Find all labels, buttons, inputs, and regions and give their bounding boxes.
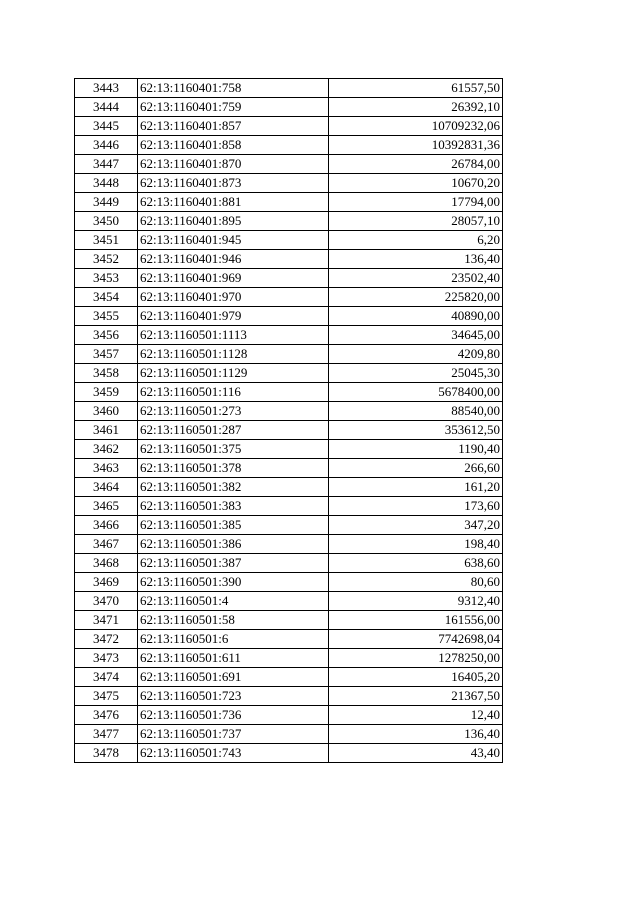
row-number-cell: 3477 — [75, 725, 138, 744]
table-row — [75, 516, 503, 535]
table-row — [75, 592, 503, 611]
cadastral-number-cell: 62:13:1160501:378 — [138, 459, 329, 478]
value-cell: 25045,30 — [329, 364, 503, 383]
cadastral-number-cell: 62:13:1160501:743 — [138, 744, 329, 763]
cadastral-number-cell: 62:13:1160401:881 — [138, 193, 329, 212]
row-number-cell: 3476 — [75, 706, 138, 725]
cadastral-number-cell: 62:13:1160501:273 — [138, 402, 329, 421]
value-cell: 28057,10 — [329, 212, 503, 231]
cadastral-number-cell: 62:13:1160501:383 — [138, 497, 329, 516]
cadastral-number-cell: 62:13:1160501:4 — [138, 592, 329, 611]
cadastral-number-cell: 62:13:1160501:736 — [138, 706, 329, 725]
table-row — [75, 174, 503, 193]
cadastral-number-cell: 62:13:1160501:6 — [138, 630, 329, 649]
value-cell: 43,40 — [329, 744, 503, 763]
cadastral-number-cell: 62:13:1160401:858 — [138, 136, 329, 155]
row-number-cell: 3465 — [75, 497, 138, 516]
table-row — [75, 535, 503, 554]
table-row — [75, 269, 503, 288]
table-row — [75, 193, 503, 212]
table-row — [75, 744, 503, 763]
value-cell: 161556,00 — [329, 611, 503, 630]
cadastral-number-cell: 62:13:1160401:895 — [138, 212, 329, 231]
table-row — [75, 231, 503, 250]
table-row — [75, 630, 503, 649]
row-number-cell: 3447 — [75, 155, 138, 174]
row-number-cell: 3475 — [75, 687, 138, 706]
row-number-cell: 3478 — [75, 744, 138, 763]
cadastral-number-cell: 62:13:1160401:759 — [138, 98, 329, 117]
row-number-cell: 3466 — [75, 516, 138, 535]
row-number-cell: 3469 — [75, 573, 138, 592]
table-row — [75, 706, 503, 725]
table-row — [75, 345, 503, 364]
row-number-cell: 3467 — [75, 535, 138, 554]
value-cell: 9312,40 — [329, 592, 503, 611]
cadastral-number-cell: 62:13:1160401:969 — [138, 269, 329, 288]
cadastral-number-cell: 62:13:1160501:386 — [138, 535, 329, 554]
cadastral-number-cell: 62:13:1160501:287 — [138, 421, 329, 440]
table-body — [75, 79, 503, 763]
value-cell: 80,60 — [329, 573, 503, 592]
value-cell: 347,20 — [329, 516, 503, 535]
value-cell: 161,20 — [329, 478, 503, 497]
table-row — [75, 383, 503, 402]
value-cell: 1278250,00 — [329, 649, 503, 668]
cadastral-number-cell: 62:13:1160401:857 — [138, 117, 329, 136]
row-number-cell: 3461 — [75, 421, 138, 440]
row-number-cell: 3443 — [75, 79, 138, 98]
value-cell: 266,60 — [329, 459, 503, 478]
row-number-cell: 3459 — [75, 383, 138, 402]
cadastral-number-cell: 62:13:1160501:737 — [138, 725, 329, 744]
value-cell: 40890,00 — [329, 307, 503, 326]
table-row — [75, 421, 503, 440]
cadastral-value-table — [74, 78, 503, 763]
cadastral-number-cell: 62:13:1160501:385 — [138, 516, 329, 535]
cadastral-number-cell: 62:13:1160401:979 — [138, 307, 329, 326]
value-cell: 6,20 — [329, 231, 503, 250]
value-cell: 10709232,06 — [329, 117, 503, 136]
row-number-cell: 3456 — [75, 326, 138, 345]
table-row — [75, 288, 503, 307]
cadastral-number-cell: 62:13:1160501:691 — [138, 668, 329, 687]
row-number-cell: 3464 — [75, 478, 138, 497]
value-cell: 638,60 — [329, 554, 503, 573]
row-number-cell: 3451 — [75, 231, 138, 250]
row-number-cell: 3468 — [75, 554, 138, 573]
table-row — [75, 364, 503, 383]
cadastral-number-cell: 62:13:1160501:1128 — [138, 345, 329, 364]
value-cell: 26392,10 — [329, 98, 503, 117]
table-row — [75, 117, 503, 136]
row-number-cell: 3446 — [75, 136, 138, 155]
row-number-cell: 3463 — [75, 459, 138, 478]
table-row — [75, 79, 503, 98]
row-number-cell: 3455 — [75, 307, 138, 326]
row-number-cell: 3472 — [75, 630, 138, 649]
row-number-cell: 3458 — [75, 364, 138, 383]
row-number-cell: 3444 — [75, 98, 138, 117]
cadastral-number-cell: 62:13:1160501:375 — [138, 440, 329, 459]
table-row — [75, 478, 503, 497]
value-cell: 16405,20 — [329, 668, 503, 687]
cadastral-number-cell: 62:13:1160401:946 — [138, 250, 329, 269]
value-cell: 88540,00 — [329, 402, 503, 421]
value-cell: 5678400,00 — [329, 383, 503, 402]
cadastral-number-cell: 62:13:1160401:873 — [138, 174, 329, 193]
row-number-cell: 3452 — [75, 250, 138, 269]
table-row — [75, 554, 503, 573]
cadastral-number-cell: 62:13:1160501:1113 — [138, 326, 329, 345]
row-number-cell: 3449 — [75, 193, 138, 212]
value-cell: 353612,50 — [329, 421, 503, 440]
table-row — [75, 212, 503, 231]
table-row — [75, 155, 503, 174]
cadastral-number-cell: 62:13:1160401:970 — [138, 288, 329, 307]
cadastral-number-cell: 62:13:1160501:1129 — [138, 364, 329, 383]
cadastral-number-cell: 62:13:1160401:945 — [138, 231, 329, 250]
value-cell: 136,40 — [329, 250, 503, 269]
table-row — [75, 136, 503, 155]
table-row — [75, 668, 503, 687]
table-row — [75, 497, 503, 516]
value-cell: 10392831,36 — [329, 136, 503, 155]
table-row — [75, 649, 503, 668]
cadastral-number-cell: 62:13:1160501:611 — [138, 649, 329, 668]
value-cell: 136,40 — [329, 725, 503, 744]
table-row — [75, 402, 503, 421]
table-row — [75, 687, 503, 706]
value-cell: 225820,00 — [329, 288, 503, 307]
value-cell: 34645,00 — [329, 326, 503, 345]
table-row — [75, 611, 503, 630]
value-cell: 10670,20 — [329, 174, 503, 193]
table-row — [75, 98, 503, 117]
row-number-cell: 3470 — [75, 592, 138, 611]
row-number-cell: 3474 — [75, 668, 138, 687]
table-row — [75, 307, 503, 326]
value-cell: 61557,50 — [329, 79, 503, 98]
value-cell: 198,40 — [329, 535, 503, 554]
cadastral-number-cell: 62:13:1160501:390 — [138, 573, 329, 592]
table-row — [75, 326, 503, 345]
row-number-cell: 3445 — [75, 117, 138, 136]
table-row — [75, 440, 503, 459]
cadastral-number-cell: 62:13:1160401:870 — [138, 155, 329, 174]
value-cell: 12,40 — [329, 706, 503, 725]
cadastral-number-cell: 62:13:1160501:382 — [138, 478, 329, 497]
row-number-cell: 3473 — [75, 649, 138, 668]
table-row — [75, 459, 503, 478]
value-cell: 1190,40 — [329, 440, 503, 459]
value-cell: 23502,40 — [329, 269, 503, 288]
row-number-cell: 3448 — [75, 174, 138, 193]
value-cell: 26784,00 — [329, 155, 503, 174]
value-cell: 4209,80 — [329, 345, 503, 364]
value-cell: 7742698,04 — [329, 630, 503, 649]
cadastral-number-cell: 62:13:1160501:58 — [138, 611, 329, 630]
cadastral-number-cell: 62:13:1160501:723 — [138, 687, 329, 706]
cadastral-number-cell: 62:13:1160501:116 — [138, 383, 329, 402]
row-number-cell: 3450 — [75, 212, 138, 231]
value-cell: 173,60 — [329, 497, 503, 516]
row-number-cell: 3460 — [75, 402, 138, 421]
cadastral-number-cell: 62:13:1160501:387 — [138, 554, 329, 573]
row-number-cell: 3457 — [75, 345, 138, 364]
table-row — [75, 250, 503, 269]
cadastral-number-cell: 62:13:1160401:758 — [138, 79, 329, 98]
row-number-cell: 3471 — [75, 611, 138, 630]
value-cell: 17794,00 — [329, 193, 503, 212]
row-number-cell: 3453 — [75, 269, 138, 288]
table-row — [75, 573, 503, 592]
row-number-cell: 3454 — [75, 288, 138, 307]
row-number-cell: 3462 — [75, 440, 138, 459]
table-row — [75, 725, 503, 744]
value-cell: 21367,50 — [329, 687, 503, 706]
